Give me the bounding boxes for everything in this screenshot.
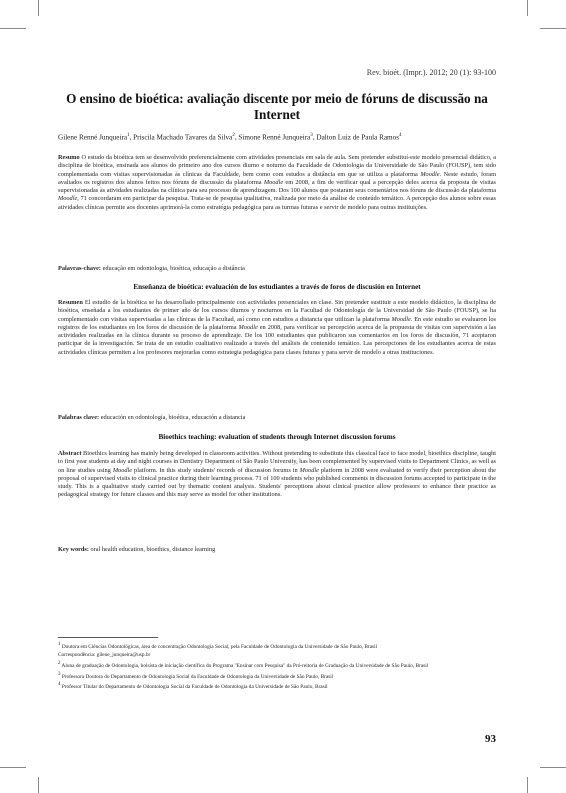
abstract-text: . Neste estudo, foram avaliados os registros dos alunos feitos nos fóruns de discussão da plataforma [58, 170, 496, 186]
keywords-text: oral health education, bioethics, distance learning [90, 546, 216, 553]
crop-mark [540, 28, 566, 29]
author-name: Priscila Machado Tavares da Silva [133, 133, 233, 142]
crop-mark [0, 767, 26, 768]
author-affiliation-mark: 3 [310, 133, 313, 138]
abstract-text: El estudio de la bioética se ha desarrollado principalmente con actividades presenciales en clase. Sin pretender sustituir a este modelo didáctico, la disciplina de bioética, enseñada a los estudiantes de primer año de los cursos diurnos y nocturnos en la Facultad de Odontología de la Universidad de São Paulo (FOUSP), se ha complementado con visitas supervisadas a las clínicas de la Facultad, así como con estudios a distancia que utilizan la plataforma [58, 299, 496, 323]
keywords-lead: Palavras-chave: [58, 265, 102, 272]
abstract-text: , 71 concordaram em participar da pesquisa. Trata-se de pesquisa qualitativa, realizada por meio da análise de conteúdo temático. A percepção dos alunos sobre essas atividades clínicas permite aos docentes aprimorá-la como estratégia pedagógica para as turmas futuras e servir de modelo para outras instituições. [58, 195, 496, 211]
footnote [58, 660, 496, 670]
title-english: Bioethics teaching: evaluation of students through Internet discussion forums [158, 433, 396, 441]
correspondence-email: Correspondência: gilene_junqueira@usp.br [58, 651, 151, 658]
abstract-lead: Resumen [58, 299, 83, 306]
platform-name: Moodle [263, 178, 284, 186]
author-affiliation-mark: 2 [232, 133, 235, 138]
keywords-text: educação em odontologia, bioética, educação a distância [102, 265, 245, 272]
platform-name: Moodle [420, 170, 440, 178]
crop-mark [527, 777, 528, 793]
footnote-text: Doutora em Ciências Odontológicas, área de concentração Odontologia Social, pela Faculdade de Odontologia da Universidade de São Paulo, Brasil [61, 643, 378, 650]
author-list: Gilene Renné Junqueira$^1$, Priscila Machado Tavares da Silva$^2$, Simone Renné Junqueira$^3$, Dalton Luiz de Paula Ramos$^4$ [58, 133, 402, 142]
abstract-portuguese [58, 154, 496, 212]
platform-name: Moodle [112, 466, 133, 474]
footnote [58, 671, 496, 681]
abstract-text: Bioethics learning has mainly being developed in classroom activities. Without pretending to substitute this classical face to face model, bioethics discipline, taught to first year students at day and night courses in Dentistry Department of São Paulo University, has been complemented by supervised visits to Department Clinics, as well as on line studies using [58, 450, 496, 474]
platform-name: Moodle [58, 195, 78, 203]
footnote-text: Professor Titular do Departamento de Odontologia Social da Faculdade de Odontologia da Universidade de São Paulo, Brasil [61, 684, 328, 691]
journal-reference: Rev. bioét. (Impr.). 2012; 20 (1): 93-100 [366, 68, 496, 77]
footnote-text: Aluna de graduação de Odontologia, bolsista de iniciação científica do Programa "Ensinar com Pesquisa" da Pró-reitoria de Graduação da Universidade de São Paulo, Brasil [61, 662, 429, 669]
title-spanish: Enseñanza de bioética: evaluación de los estudiantes a través de foros de discusión en Internet [133, 283, 421, 291]
crop-mark [0, 28, 26, 29]
keywords-portuguese [58, 265, 496, 273]
footnote-text: Professora Doutora do Departamento de Odontologia Social da Faculdade de Odontologia da Universidade de São Paulo, Brasil [61, 673, 334, 680]
keywords-lead: Palabras clave: [58, 414, 100, 421]
crop-mark [38, 0, 39, 16]
article-title: O ensino de bioética: avaliação discente por meio de fóruns de discussão na Internet [66, 91, 488, 122]
platform-name: Moodle [391, 315, 411, 323]
abstract-text: em 2008, a fim de verificar qual a percepção deles acerca da proposta de visitas supervisionadas às atividades realizadas na clínica para seu processo de aprendizagem. Dos 100 alunos que postaram seus comentários nos fóruns de discussão da plataforma [58, 178, 496, 195]
footnote [58, 652, 496, 659]
abstract-spanish [58, 299, 496, 357]
author-name: Dalton Luiz de Paula Ramos [316, 133, 400, 142]
platform-name: Moodle [238, 323, 258, 331]
page-number: 93 [485, 733, 496, 745]
footnote-divider [58, 637, 158, 638]
abstract-text: en 2008, para verificar su percepción acerca de la propuesta de visitas con supervisión a las actividades realizadas en la clínica durante su proceso de aprendizaje. De los 100 estudiantes que publicaron sus comentarios en los foros de discusión, 71 aceptaron participar de la investigación. Se trata de un estudio cualitativo realizado a través del análisis de contenido temático. Las percepciones de los estudiantes acerca de estas actividades clínicas permiten a los profesores mejorarlas como estrategia pedagógica para clases futuras y para servir de modelo a otras instituciones. [58, 323, 497, 356]
abstract-text: O estudo da bioética tem se desenvolvido preferencialmente com atividades presenciais em sala de aula. Sem pretender substituí-este modelo presencial didático, a disciplina de bioética, ensinada aos alunos do primeiro ano dos cursos diurno e noturno da Faculdade de Odontologia da Universidade de São Paulo (FOUSP), tem sido complementada com visitas supervisionadas às clínicas da Faculdade, bem como com estudos a distância em que se utiliza a plataforma [58, 154, 496, 178]
author-affiliation-mark: 4 [399, 133, 402, 138]
keywords-english [58, 546, 496, 554]
footnote-mark: 3 [58, 671, 61, 677]
footnote-mark: 4 [58, 682, 61, 688]
keywords-spanish [58, 414, 496, 422]
abstract-lead: Resumo [58, 154, 80, 161]
platform-name: Moodle [299, 466, 319, 474]
abstract-lead: Abstract [58, 450, 82, 457]
author-name: Gilene Renné Junqueira [58, 133, 128, 142]
footnote-mark: 2 [58, 660, 61, 666]
author-affiliation-mark: 1 [127, 133, 130, 138]
footnotes [58, 641, 496, 692]
abstract-text: platform. In this study students' records of discussion forums in [134, 466, 298, 474]
footnote [58, 641, 496, 651]
footnote-mark: 1 [58, 642, 61, 647]
abstract-english [58, 450, 496, 500]
keywords-text: educación en odontología, bioética, educación a distancia [100, 414, 246, 421]
abstract-text: . En este estudio se evaluaron los registros de los estudiantes en los foros de discusión de la plataforma [58, 315, 496, 331]
crop-mark [38, 777, 39, 793]
footnote [58, 681, 496, 691]
crop-mark [540, 767, 566, 768]
author-name: Simone Renné Junqueira [238, 133, 311, 142]
crop-mark [527, 0, 528, 16]
abstract-text: platform in 2008 were evaluated to verify their perception about the proposal of supervised visits to clinical practice during their learning process. 71 of 100 students who published comments in discussion forums accepted to participate in the study. This is a qualitative study carried out by thematic content analysis. Students' perceptions about clinical practice allow professors to enhance their practice as pedagogical strategy for future classes and this may serve as model for other institutions. [58, 466, 496, 499]
keywords-lead: Key words: [58, 546, 89, 553]
